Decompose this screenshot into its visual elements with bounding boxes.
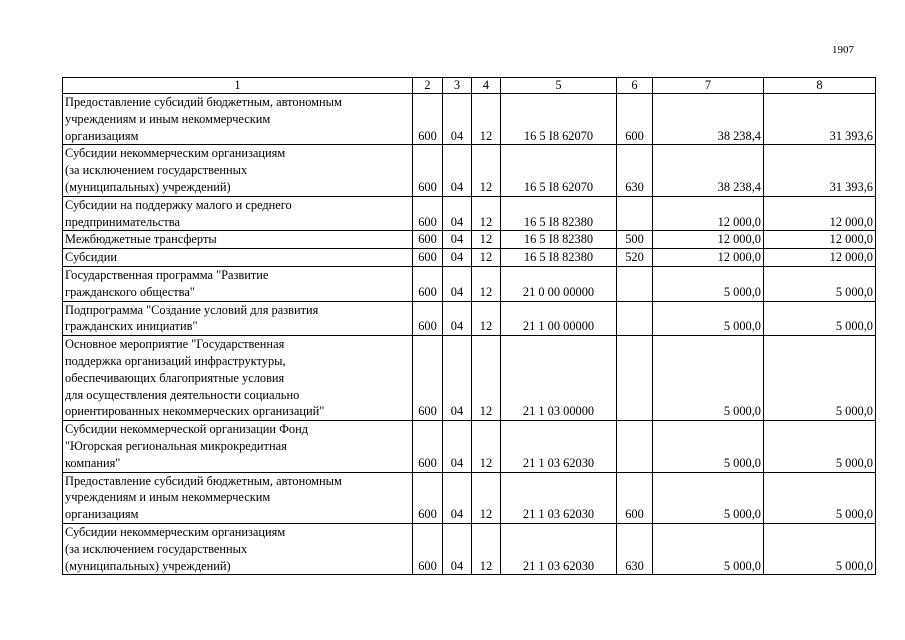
cell-code-2: 600 [413,94,443,145]
cell-expense-type: 600 [617,94,653,145]
cell-subsection: 12 [472,145,501,196]
column-header: 2 [413,78,443,94]
cell-target-article: 21 0 00 00000 [501,266,617,301]
cell-amount-8: 12 000,0 [764,231,876,249]
column-header: 6 [617,78,653,94]
cell-amount-7: 5 000,0 [653,336,764,421]
cell-description [63,94,413,145]
cell-subsection: 12 [472,266,501,301]
cell-target-article: 16 5 I8 82380 [501,231,617,249]
description-line: Подпрограмма "Создание условий для развития [65,302,319,317]
description-line: ориентированных некоммерческих организаций" [65,404,325,419]
cell-description [63,196,413,231]
description-line: Субсидии на поддержку малого и среднего [65,197,292,212]
cell-code-2: 600 [413,523,443,574]
cell-description [63,249,413,267]
description-line: организациям [65,507,139,522]
cell-target-article: 21 1 03 00000 [501,336,617,421]
cell-subsection: 12 [472,301,501,336]
column-header: 3 [443,78,472,94]
cell-target-article: 21 1 03 62030 [501,472,617,523]
description-line: гражданского общества" [65,284,195,299]
table-row [63,231,876,249]
cell-amount-8: 5 000,0 [764,266,876,301]
cell-code-2: 600 [413,266,443,301]
cell-expense-type [617,266,653,301]
cell-section: 04 [443,301,472,336]
cell-amount-7: 5 000,0 [653,301,764,336]
cell-subsection: 12 [472,231,501,249]
cell-amount-8: 5 000,0 [764,523,876,574]
cell-target-article: 21 1 03 62030 [501,421,617,472]
cell-code-2: 600 [413,196,443,231]
cell-target-article: 21 1 03 62030 [501,523,617,574]
cell-section: 04 [443,231,472,249]
cell-target-article: 16 5 I8 82380 [501,196,617,231]
cell-amount-8: 5 000,0 [764,301,876,336]
table-row [63,421,876,472]
cell-subsection: 12 [472,523,501,574]
cell-section: 04 [443,421,472,472]
cell-subsection: 12 [472,472,501,523]
column-header: 5 [501,78,617,94]
cell-section: 04 [443,196,472,231]
column-number-row [63,78,876,94]
cell-amount-7: 38 238,4 [653,145,764,196]
cell-description [63,421,413,472]
cell-code-2: 600 [413,145,443,196]
description-line: "Югорская региональная микрокредитная [65,438,287,453]
column-header: 8 [764,78,876,94]
description-line: учреждениям и иным некоммерческим [65,490,271,505]
cell-target-article: 21 1 00 00000 [501,301,617,336]
description-line: гражданских инициатив" [65,319,198,334]
description-line: Субсидии [65,250,117,265]
cell-description [63,301,413,336]
cell-expense-type [617,196,653,231]
cell-section: 04 [443,336,472,421]
cell-expense-type: 600 [617,472,653,523]
cell-amount-8: 31 393,6 [764,94,876,145]
description-line: обеспечивающих благоприятные условия [65,370,285,385]
cell-expense-type [617,336,653,421]
cell-amount-8: 12 000,0 [764,249,876,267]
cell-target-article: 16 5 I8 62070 [501,94,617,145]
cell-expense-type [617,421,653,472]
cell-amount-7: 38 238,4 [653,94,764,145]
cell-description [63,336,413,421]
cell-amount-7: 5 000,0 [653,523,764,574]
description-line: Государственная программа "Развитие [65,267,269,282]
cell-amount-8: 5 000,0 [764,336,876,421]
cell-code-2: 600 [413,249,443,267]
cell-section: 04 [443,94,472,145]
cell-amount-7: 12 000,0 [653,231,764,249]
table-row [63,94,876,145]
cell-amount-8: 31 393,6 [764,145,876,196]
cell-section: 04 [443,523,472,574]
cell-description [63,145,413,196]
cell-description [63,472,413,523]
cell-amount-7: 5 000,0 [653,421,764,472]
cell-expense-type: 630 [617,145,653,196]
cell-description [63,266,413,301]
cell-target-article: 16 5 I8 82380 [501,249,617,267]
cell-subsection: 12 [472,336,501,421]
description-line: (за исключением государственных [65,163,248,178]
cell-subsection: 12 [472,196,501,231]
cell-expense-type: 630 [617,523,653,574]
cell-subsection: 12 [472,94,501,145]
cell-expense-type: 500 [617,231,653,249]
description-line: (за исключением государственных [65,541,248,556]
cell-code-2: 600 [413,336,443,421]
column-header: 1 [63,78,413,94]
table-row [63,145,876,196]
cell-subsection: 12 [472,421,501,472]
description-line: Субсидии некоммерческой организации Фонд [65,422,309,437]
cell-amount-7: 12 000,0 [653,196,764,231]
description-line: поддержка организаций инфраструктуры, [65,353,286,368]
cell-amount-7: 5 000,0 [653,266,764,301]
column-header: 4 [472,78,501,94]
description-line: Межбюджетные трансферты [65,232,217,247]
column-header: 7 [653,78,764,94]
cell-section: 04 [443,472,472,523]
cell-code-2: 600 [413,421,443,472]
description-line: (муниципальных) учреждений) [65,558,231,573]
description-line: (муниципальных) учреждений) [65,179,231,194]
cell-code-2: 600 [413,472,443,523]
table-row [63,249,876,267]
cell-amount-7: 5 000,0 [653,472,764,523]
cell-target-article: 16 5 I8 62070 [501,145,617,196]
cell-subsection: 12 [472,249,501,267]
table-row [63,523,876,574]
table-row [63,301,876,336]
cell-expense-type: 520 [617,249,653,267]
budget-table [62,77,876,575]
cell-description [63,231,413,249]
cell-section: 04 [443,249,472,267]
cell-description [63,523,413,574]
description-line: предпринимательства [65,214,180,229]
description-line: Субсидии некоммерческим организациям [65,524,286,539]
table-row [63,472,876,523]
cell-amount-8: 12 000,0 [764,196,876,231]
table-row [63,266,876,301]
cell-amount-7: 12 000,0 [653,249,764,267]
cell-amount-8: 5 000,0 [764,472,876,523]
page-number: 1907 [832,44,854,56]
cell-code-2: 600 [413,301,443,336]
cell-expense-type [617,301,653,336]
cell-section: 04 [443,266,472,301]
description-line: для осуществления деятельности социально [65,387,300,402]
description-line: Субсидии некоммерческим организациям [65,146,286,161]
cell-amount-8: 5 000,0 [764,421,876,472]
description-line: учреждениям и иным некоммерческим [65,111,271,126]
table-row [63,196,876,231]
description-line: Предоставление субсидий бюджетным, автономным [65,473,342,488]
cell-section: 04 [443,145,472,196]
cell-code-2: 600 [413,231,443,249]
description-line: Предоставление субсидий бюджетным, автономным [65,95,342,109]
description-line: организациям [65,128,139,143]
description-line: компания" [65,455,121,470]
table-row [63,336,876,421]
description-line: Основное мероприятие "Государственная [65,337,285,352]
